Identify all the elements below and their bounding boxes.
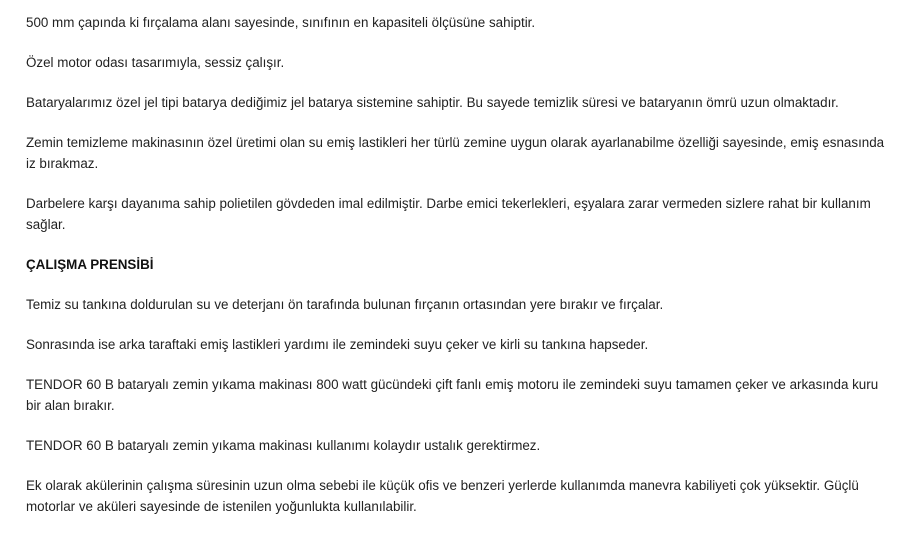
paragraph-brush-area: 500 mm çapında ki fırçalama alanı sayesinde, sınıfının en kapasiteli ölçüsüne sahiptir. <box>26 15 536 30</box>
paragraph-battery-runtime: Ek olarak akülerinin çalışma süresinin uzun olma sebebi ile küçük ofis ve benzeri yerlerde kullanımda manevra kabiliyeti çok yüksektir. Güçlü motorlar ve aküleri sayesinde de istenilen yoğunlukta kullanılabilir. <box>26 478 859 514</box>
paragraph-polyethylene-body: Darbelere karşı dayanıma sahip polietilen gövdeden imal edilmiştir. Darbe emici tekerlekleri, eşyalara zarar vermeden sizlere rahat bir kullanım sağlar. <box>26 196 871 232</box>
article-content <box>26 12 886 536</box>
paragraph-clean-water-tank: Temiz su tankına doldurulan su ve deterjanı ön tarafında bulunan fırçanın ortasından yere bırakır ve fırçalar. <box>26 297 664 312</box>
paragraph-motor-room: Özel motor odası tasarımıyla, sessiz çalışır. <box>26 55 285 70</box>
paragraph-gel-battery: Bataryalarımız özel jel tipi batarya dediğimiz jel batarya sistemine sahiptir. Bu sayede temizlik süresi ve bataryanın ömrü uzun olmaktadır. <box>26 95 839 110</box>
paragraph-suction-motor: TENDOR 60 B bataryalı zemin yıkama makinası 800 watt gücündeki çift fanlı emiş motoru ile zemindeki suyu tamamen çeker ve arkasında kuru bir alan bırakır. <box>26 377 879 413</box>
section-heading-working-principle: ÇALIŞMA PRENSİBİ <box>26 257 154 272</box>
paragraph-dirty-water-tank: Sonrasında ise arka taraftaki emiş lastikleri yardımı ile zemindeki suyu çeker ve kirli su tankına hapseder. <box>26 337 649 352</box>
paragraph-easy-use: TENDOR 60 B bataryalı zemin yıkama makinası kullanımı kolaydır ustalık gerektirmez. <box>26 438 541 453</box>
paragraph-suction-rubbers: Zemin temizleme makinasının özel üretimi olan su emiş lastikleri her türlü zemine uygun olarak ayarlanabilme özelliği sayesinde, emiş esnasında iz bırakmaz. <box>26 135 885 171</box>
